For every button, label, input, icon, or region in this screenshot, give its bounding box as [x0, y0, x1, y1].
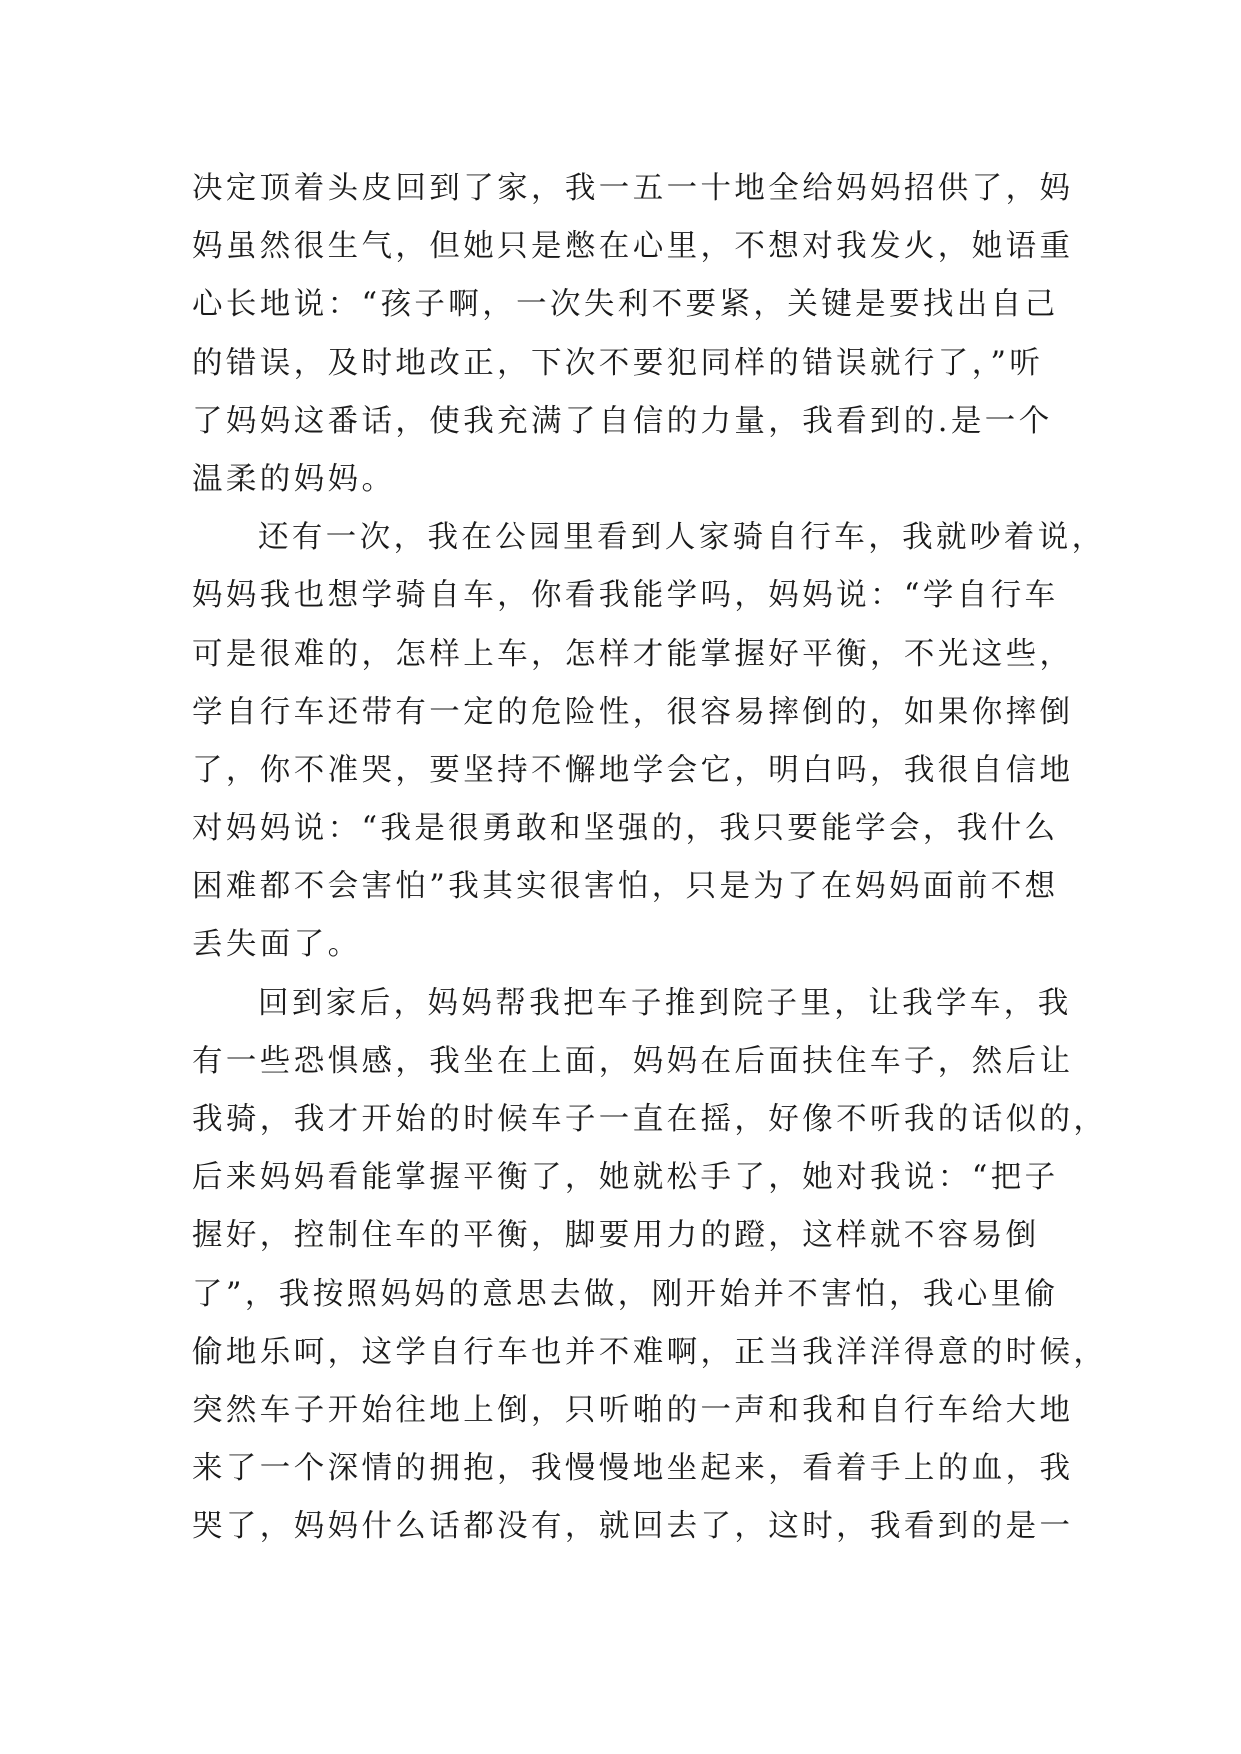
text-line: 丢失面了。	[192, 927, 362, 963]
body-text	[192, 160, 1108, 1557]
text-line: 有一些恐惧感，我坐在上面，妈妈在后面扶住车子，然后让	[192, 1043, 1074, 1079]
text-line: 温柔的妈妈。	[192, 461, 396, 497]
text-line: 决定顶着头皮回到了家，我一五一十地全给妈妈招供了，妈	[192, 171, 1074, 206]
text-line: 的错误，及时地改正，下次不要犯同样的错误就行了，”听	[192, 345, 1044, 381]
text-line: 后来妈妈看能掌握平衡了，她就松手了，她对我说：“把子	[192, 1160, 1059, 1196]
text-line: 了”，我按照妈妈的意思去做，刚开始并不害怕，我心里偷	[192, 1276, 1059, 1312]
paragraph-first-line: 回到家后，妈妈帮我把车子推到院子里，让我学车，我	[258, 985, 1072, 1021]
text-line: 妈妈我也想学骑自车，你看我能学吗，妈妈说：“学自行车	[192, 578, 1059, 614]
text-line: 对妈妈说：“我是很勇敢和坚强的，我只要能学会，我什么	[192, 811, 1059, 847]
text-line: 心长地说：“孩子啊，一次失利不要紧，关键是要找出自己	[192, 287, 1059, 323]
text-line: 握好，控制住车的平衡，脚要用力的蹬，这样就不容易倒	[192, 1218, 1040, 1254]
text-line: 了，你不准哭，要坚持不懈地学会它，明白吗，我很自信地	[192, 752, 1074, 788]
text-line: 突然车子开始往地上倒，只听啪的一声和我和自行车给大地	[192, 1392, 1074, 1428]
text-line: 哭了，妈妈什么话都没有，就回去了，这时，我看到的是一	[192, 1509, 1074, 1545]
text-line: 来了一个深情的拥抱，我慢慢地坐起来，看着手上的血，我	[192, 1451, 1074, 1487]
text-line: 学自行车还带有一定的危险性，很容易摔倒的，如果你摔倒	[192, 694, 1074, 730]
text-line: 了妈妈这番话，使我充满了自信的力量，我看到的.是一个	[192, 403, 1053, 439]
text-line: 偷地乐呵，这学自行车也并不难啊，正当我洋洋得意的时候，	[192, 1334, 1108, 1370]
text-line: 我骑，我才开始的时候车子一直在摇，好像不听我的话似的，	[192, 1102, 1108, 1137]
text-line: 困难都不会害怕”我其实很害怕，只是为了在妈妈面前不想	[192, 869, 1059, 905]
text-line: 可是很难的，怎样上车，怎样才能掌握好平衡，不光这些，	[192, 636, 1074, 672]
paragraph-first-line: 还有一次，我在公园里看到人家骑自行车，我就吵着说，	[258, 520, 1106, 556]
text-line: 妈虽然很生气，但她只是憋在心里，不想对我发火，她语重	[192, 229, 1074, 265]
